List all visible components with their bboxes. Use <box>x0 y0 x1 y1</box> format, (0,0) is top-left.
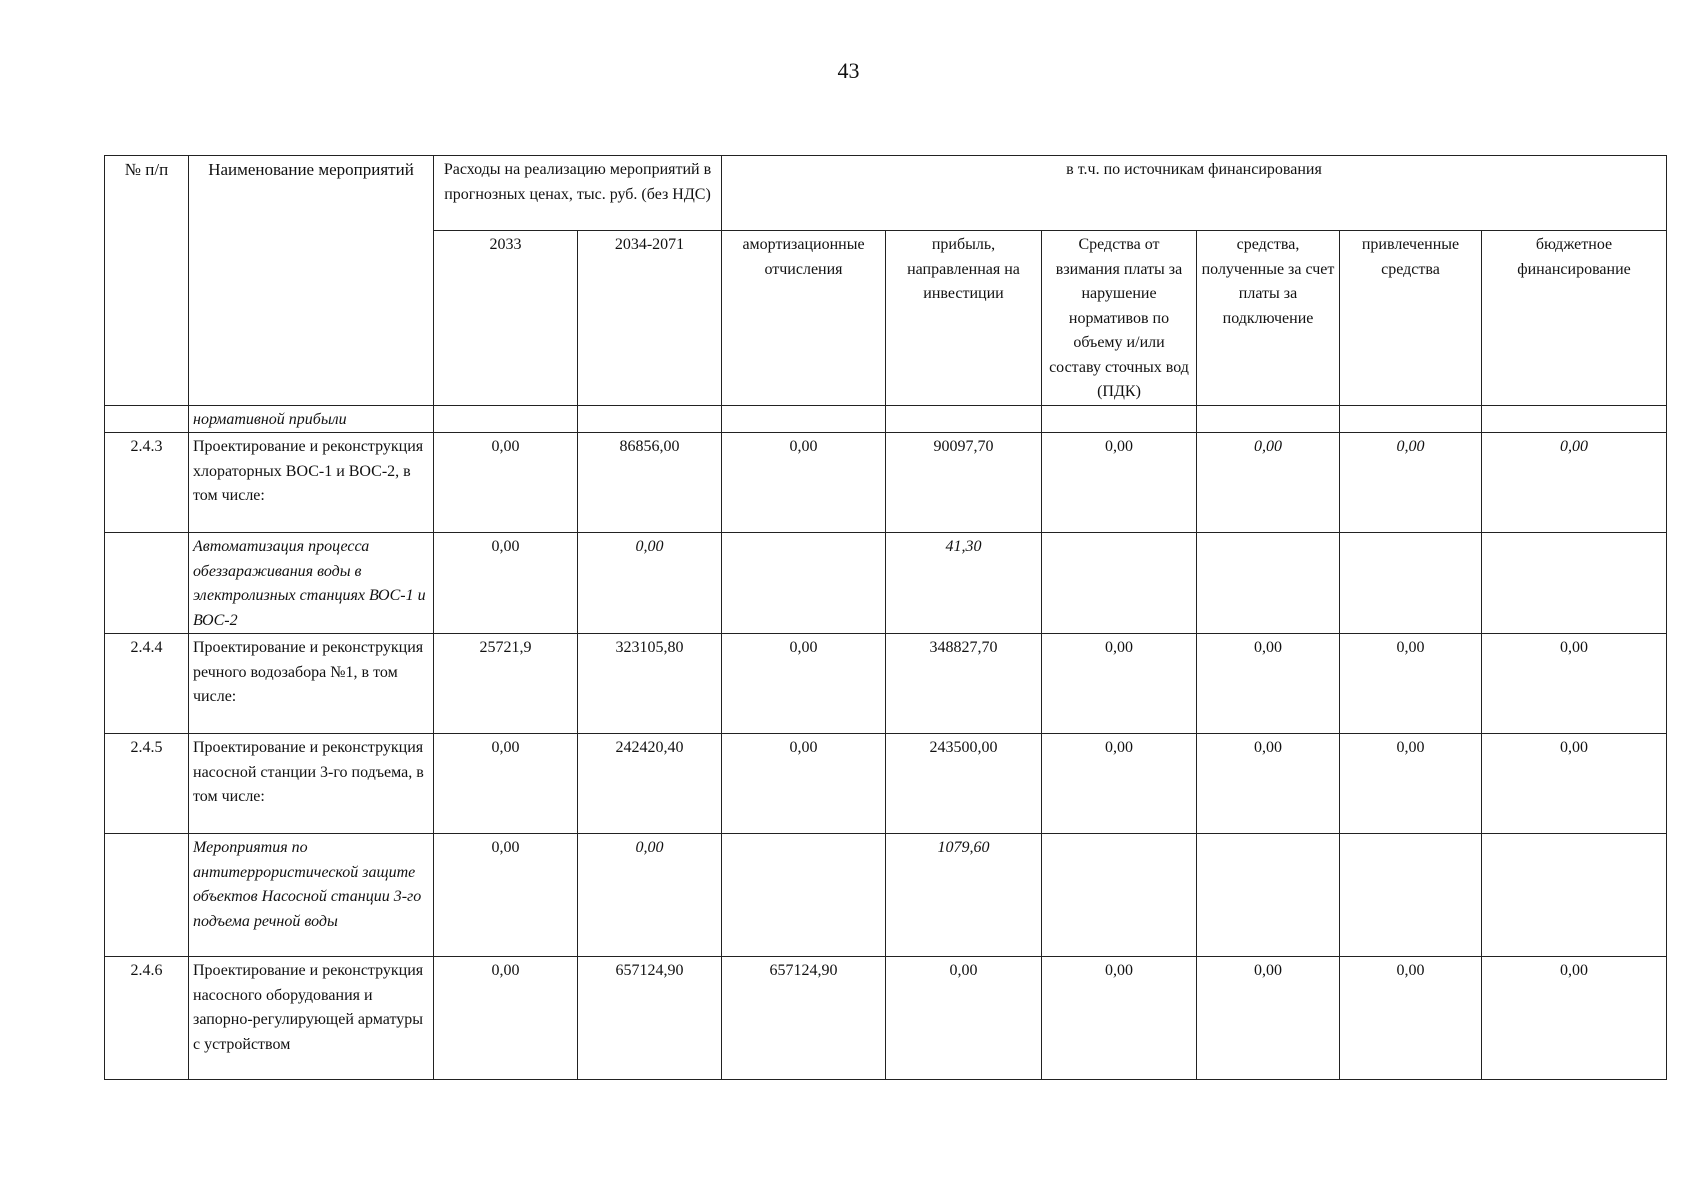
table-row <box>105 433 1667 533</box>
header-row <box>105 156 1667 231</box>
table-row <box>105 405 1667 433</box>
row-value <box>1340 834 1482 957</box>
table-row <box>105 834 1667 957</box>
row-value: 41,30 <box>886 533 1042 634</box>
row-value: 0,00 <box>1042 433 1197 533</box>
row-value: 0,00 <box>434 957 578 1080</box>
header-source-pdk-fees: Средства от взимания платы за нарушение нормативов по объему и/или составу сточных вод (ПДК) <box>1042 231 1197 406</box>
table-row <box>105 634 1667 734</box>
row-value: 0,00 <box>1340 957 1482 1080</box>
row-value <box>434 405 578 433</box>
row-value <box>1042 533 1197 634</box>
row-number: 2.4.4 <box>105 634 189 734</box>
header-source-budget: бюджетное финансирование <box>1482 231 1667 406</box>
row-value: 0,00 <box>1042 634 1197 734</box>
header-source-profit: прибыль, направленная на инвестиции <box>886 231 1042 406</box>
row-value: 0,00 <box>722 734 886 834</box>
header-sources: в т.ч. по источникам финансирования <box>722 156 1667 231</box>
row-number <box>105 834 189 957</box>
header-source-connection-fees: средства, полученные за счет платы за подключение <box>1197 231 1340 406</box>
row-value: 0,00 <box>1482 433 1667 533</box>
row-value <box>1042 834 1197 957</box>
row-value: 0,00 <box>1197 634 1340 734</box>
row-value: 0,00 <box>722 433 886 533</box>
row-value: 242420,40 <box>578 734 722 834</box>
row-value: 0,00 <box>722 634 886 734</box>
row-value: 1079,60 <box>886 834 1042 957</box>
row-value: 323105,80 <box>578 634 722 734</box>
row-value: 243500,00 <box>886 734 1042 834</box>
row-name: Проектирование и реконструкция насосной станции 3-го подъема, в том числе: <box>189 734 434 834</box>
row-value: 0,00 <box>434 734 578 834</box>
header-costs: Расходы на реализацию мероприятий в прогнозных ценах, тыс. руб. (без НДС) <box>434 156 722 231</box>
row-name: Автоматизация процесса обеззараживания воды в электролизных станциях ВОС-1 и ВОС-2 <box>189 533 434 634</box>
row-value: 86856,00 <box>578 433 722 533</box>
row-value: 25721,9 <box>434 634 578 734</box>
row-value: 0,00 <box>1340 734 1482 834</box>
row-value: 0,00 <box>1482 634 1667 734</box>
header-number: № п/п <box>105 156 189 406</box>
table-row <box>105 734 1667 834</box>
row-value <box>1340 533 1482 634</box>
row-name: Проектирование и реконструкция хлораторных ВОС-1 и ВОС-2, в том числе: <box>189 433 434 533</box>
row-value <box>1482 533 1667 634</box>
row-name: нормативной прибыли <box>189 405 434 433</box>
header-year-2034-2071: 2034-2071 <box>578 231 722 406</box>
row-value: 657124,90 <box>722 957 886 1080</box>
row-value: 0,00 <box>434 533 578 634</box>
table-row <box>105 957 1667 1080</box>
row-value: 0,00 <box>1197 734 1340 834</box>
row-number: 2.4.3 <box>105 433 189 533</box>
row-value: 0,00 <box>1340 433 1482 533</box>
row-value <box>1482 405 1667 433</box>
row-value <box>722 834 886 957</box>
header-source-amortization: амортизационные отчисления <box>722 231 886 406</box>
row-name: Проектирование и реконструкция речного водозабора №1, в том числе: <box>189 634 434 734</box>
row-name: Проектирование и реконструкция насосного оборудования и запорно-регулирующей арматуры с устройством <box>189 957 434 1080</box>
header-year-2033: 2033 <box>434 231 578 406</box>
row-value: 0,00 <box>886 957 1042 1080</box>
row-value <box>722 405 886 433</box>
row-value <box>1197 834 1340 957</box>
header-name: Наименование мероприятий <box>189 156 434 406</box>
row-value <box>1197 405 1340 433</box>
row-value: 0,00 <box>1482 734 1667 834</box>
row-value: 0,00 <box>434 433 578 533</box>
row-name: Мероприятия по антитеррористической защите объектов Насосной станции 3-го подъема речной воды <box>189 834 434 957</box>
header-source-attracted: привлеченные средства <box>1340 231 1482 406</box>
row-value: 0,00 <box>1197 957 1340 1080</box>
row-number: 2.4.5 <box>105 734 189 834</box>
row-value: 90097,70 <box>886 433 1042 533</box>
row-value <box>1197 533 1340 634</box>
row-value <box>578 405 722 433</box>
row-value <box>722 533 886 634</box>
row-value: 0,00 <box>1482 957 1667 1080</box>
row-value: 0,00 <box>1197 433 1340 533</box>
row-number: 2.4.6 <box>105 957 189 1080</box>
row-value: 657124,90 <box>578 957 722 1080</box>
row-value: 0,00 <box>1340 634 1482 734</box>
row-value: 0,00 <box>1042 734 1197 834</box>
row-value: 0,00 <box>434 834 578 957</box>
investment-table <box>104 155 1667 1080</box>
row-value <box>1042 405 1197 433</box>
row-value: 348827,70 <box>886 634 1042 734</box>
row-value <box>1340 405 1482 433</box>
row-number <box>105 405 189 433</box>
row-number <box>105 533 189 634</box>
row-value: 0,00 <box>578 533 722 634</box>
row-value: 0,00 <box>578 834 722 957</box>
row-value: 0,00 <box>1042 957 1197 1080</box>
row-value <box>886 405 1042 433</box>
page-number: 43 <box>837 58 860 83</box>
row-value <box>1482 834 1667 957</box>
table-row <box>105 533 1667 634</box>
